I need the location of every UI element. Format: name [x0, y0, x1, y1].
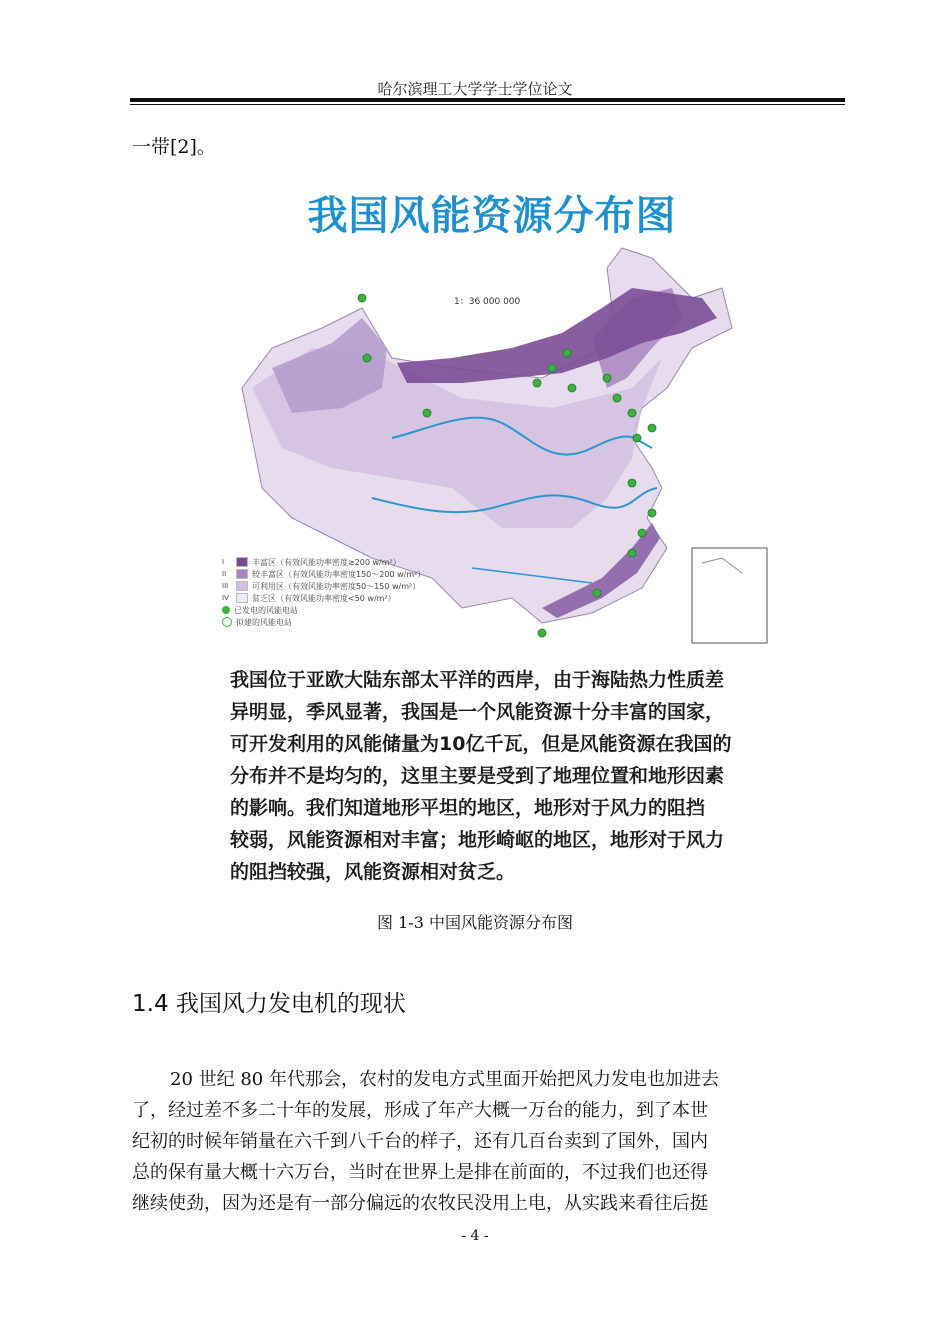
- legend-label: 丰富区（有效风能功率密度≥200 w/m²）: [252, 557, 401, 567]
- legend-label: 可利用区（有效风能功率密度50～150 w/m²）: [252, 581, 421, 591]
- legend-swatch: [236, 557, 248, 567]
- map-description-line: 我国位于亚欧大陆东部太平洋的西岸，由于海陆热力性质差: [230, 669, 725, 691]
- header-rule-thin: [130, 104, 845, 105]
- carry-over-text: 一带[2]。: [132, 136, 216, 158]
- legend-num: IV: [222, 594, 229, 602]
- legend-row: [222, 616, 425, 628]
- legend-num: III: [222, 582, 229, 590]
- legend-row: [222, 568, 425, 580]
- station-planned-icon: [222, 617, 232, 627]
- map-description-line: 的影响。我们知道地形平坦的地区，地形对于风力的阻挡: [230, 797, 706, 819]
- body-line: 继续使劲，因为还是有一部分偏远的农牧民没用上电，从实践来看往后挺: [132, 1193, 708, 1214]
- map-description: [230, 664, 770, 888]
- legend-row: [222, 556, 425, 568]
- header-rule-thick: [130, 98, 845, 102]
- body-line: 20 世纪 80 年代那会，农村的发电方式里面开始把风力发电也加进去: [170, 1069, 719, 1090]
- legend-swatch: [236, 581, 248, 591]
- body-line: 纪初的时候年销量在六千到八千台的样子，还有几百台卖到了国外，国内: [132, 1131, 708, 1152]
- map-description-line: 可开发利用的风能储量为10亿千瓦，但是风能资源在我国的: [230, 733, 732, 755]
- figure-caption: 图 1-3 中国风能资源分布图: [377, 913, 573, 932]
- map-description-line: 的阻挡较强，风能资源相对贫乏。: [230, 861, 516, 883]
- station-built-icon: [222, 606, 230, 614]
- map-description-line: 分布并不是均匀的，这里主要是受到了地理位置和地形因素: [230, 765, 725, 787]
- map-title: 我国风能资源分布图: [307, 193, 677, 239]
- header-title: 哈尔滨理工大学学士学位论文: [377, 80, 573, 98]
- legend-row: [222, 592, 425, 604]
- legend-row: [222, 604, 425, 616]
- body-line: 了，经过差不多二十年的发展，形成了年产大概一万台的能力，到了本世: [132, 1100, 708, 1121]
- wind-map-figure: [212, 178, 772, 898]
- page-number: - 4 -: [461, 1228, 489, 1244]
- legend-label: 贫乏区（有效风能功率密度<50 w/m²）: [252, 593, 396, 603]
- legend-station-label: 拟建的风能电站: [236, 617, 292, 627]
- map-description-line: 异明显，季风显著，我国是一个风能资源十分丰富的国家，: [230, 701, 725, 723]
- legend-num: I: [222, 558, 225, 566]
- body-paragraph: [132, 1064, 847, 1219]
- legend-station-label: 已发电的风能电站: [234, 605, 298, 615]
- map-legend: [222, 556, 425, 628]
- section-heading: 1.4 我国风力发电机的现状: [132, 991, 406, 1017]
- legend-row: [222, 580, 425, 592]
- legend-label: 较丰富区（有效风能功率密度150～200 w/m²）: [252, 569, 426, 579]
- legend-num: II: [222, 570, 227, 578]
- body-line: 总的保有量大概十六万台，当时在世界上是排在前面的，不过我们也还得: [132, 1162, 708, 1183]
- legend-swatch: [236, 593, 248, 603]
- map-scale: 1：36 000 000: [454, 297, 521, 307]
- legend-swatch: [236, 569, 248, 579]
- map-description-line: 较弱，风能资源相对丰富；地形崎岖的地区，地形对于风力: [230, 829, 725, 851]
